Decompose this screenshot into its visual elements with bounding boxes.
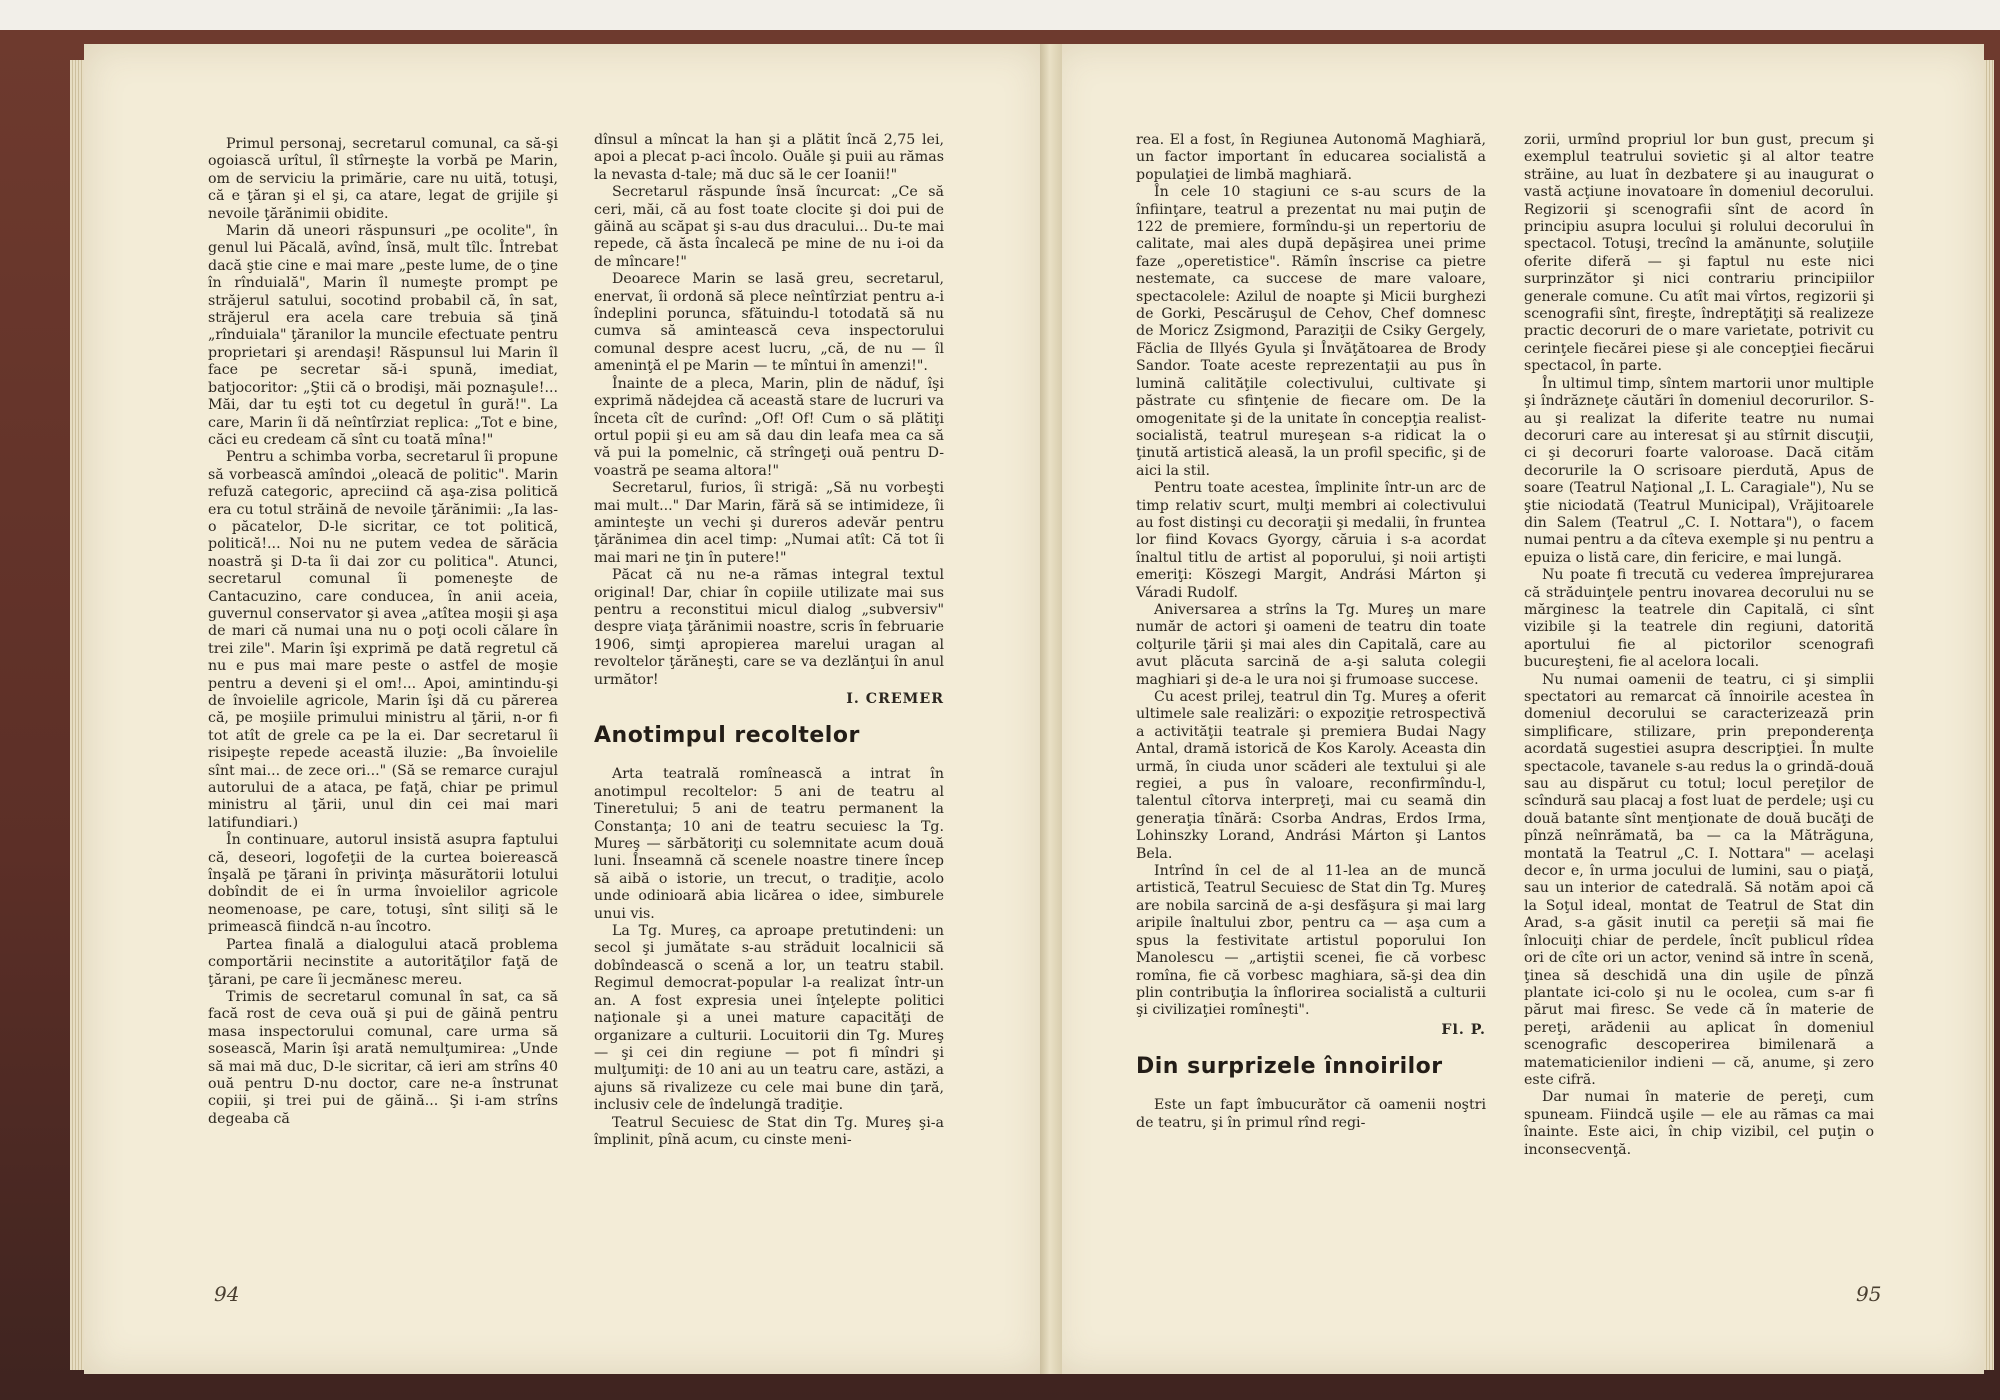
left-page-column-2	[594, 132, 944, 1149]
paragraph: Este un fapt îmbucurător că oamenii noştri de teatru, şi în primul rînd regi-	[1136, 1097, 1486, 1131]
paragraph: Dar numai în materie de pereţi, cum spuneam. Fiindcă uşile — ele au rămas ca mai înainte. Este aici, în chip vizibil, cel puţin o inconsecvenţă.	[1524, 1089, 1874, 1158]
paragraph: Aniversarea a strîns la Tg. Mureş un mare număr de actori şi oameni de teatru din toate colţurile ţării şi mai ales din Capitală, care au avut plăcuta sarcină de a-şi saluta colegii maghiari şi de-a le ura noi şi frumoase succese.	[1136, 601, 1486, 688]
paragraph: Secretarul, furios, îi strigă: „Să nu vorbeşti mai mult..." Dar Marin, fără să se intimideze, îi aminteşte un vechi şi dureros adevăr pentru ţărănimea din acel timp: „Numai atît: Că tot îi mai mari ne ţin în putere!"	[594, 480, 944, 566]
book-spine	[1040, 44, 1062, 1374]
paragraph: dînsul a mîncat la han şi a plătit încă 2,75 lei, apoi a plecat p-aci încolo. Ouăle şi puii au rămas la nevasta d-tale; mă duc să le cer Ioanii!"	[594, 132, 944, 183]
paragraph: În continuare, autorul insistă asupra faptului că, deseori, logofeţii de la curtea boierească înşală pe ţărani în privinţa măsurătorii lotului dobîndit de ei în urma învoielilor agricole neomenoase, pe care, totuşi, sînt siliţi să le primească fiindcă n-au încotro.	[208, 832, 558, 936]
paragraph: În ultimul timp, sîntem martorii unor multiple şi îndrăzneţe căutări în domeniul decorurilor. S-au şi realizat la diferite teatre nu numai decoruri care au interesat şi au stîrnit discuţii, ci şi decoruri foarte valoroase. Dacă cităm decorurile la O scrisoare pierdută, Apus de soare (Teatrul Naţional „I. L. Caragiale"), Nu se ştie niciodată (Teatrul Municipal), Vrăjitoarele din Salem (Teatrul „C. I. Nottara"), o facem numai pentru a da cîteva exemple şi nu pentru a epuiza o listă care, din fericire, e mai lungă.	[1524, 375, 1874, 566]
paragraph: Trimis de secretarul comunal în sat, ca să facă rost de ceva ouă şi pui de găină pentru masa inspectorului comunal, care urma să sosească, Marin îşi arată nemulţumirea: „Unde să mai mă duc, D-le sicritar, că ieri am strîns 40 ouă pentru D-nu doctor, care ne-a înstrunat copiii, şi trei pui de găină... Şi i-am strîns degeaba că	[208, 988, 558, 1127]
paragraph: Primul personaj, secretarul comunal, ca să-şi ogoiască urîtul, îl stîrneşte la vorbă pe Marin, om de serviciu la primărie, care nu uită, totuşi, că e ţăran şi el şi, ca atare, legat de grijile şi nevoile ţărănimii obidite.	[208, 136, 558, 222]
paragraph: Secretarul răspunde însă încurcat: „Ce să ceri, măi, că au fost toate clocite şi doi pui de găină au scăpat şi s-au dus dracului... Du-te mai repede, că ăsta încalecă pe mine de nu i-oi da de mîncare!"	[594, 184, 944, 270]
article-heading: Anotimpul recoltelor	[594, 723, 860, 749]
paragraph: Arta teatrală romînească a intrat în anotimpul recoltelor: 5 ani de teatru al Tineretului; 5 ani de teatru permanent la Constanţa; 10 ani de teatru secuiesc la Tg. Mureş — sărbătoriţi cu solemnitate acum două luni. Înseamnă că scenele noastre tinere încep să aibă o istorie, un trecut, o tradiţie, acolo unde odinioară abia licărea o idee, simburele unui vis.	[594, 766, 944, 922]
author-signature: Fl. P.	[1441, 1021, 1486, 1038]
paragraph: zorii, urmînd propriul lor bun gust, precum şi exemplul teatrului sovietic şi al altor teatre străine, au luat în dezbatere şi au inaugurat o vastă acţiune inovatoare în domeniul decorului. Regizorii şi scenografii sînt de acord în principiu asupra locului şi rolului decorului în spectacol. Totuşi, trecînd la amănunte, soluţiile oferite diferă — şi faptul nu este nici surprinzător şi nici contrariu principiilor generale comune. Cu atît mai vîrtos, regizorii şi scenografii sînt, fireşte, îndreptăţiţi să realizeze practic decoruri de o mare varietate, potrivit cu cerinţele fiecărei piese şi ale concepţiei fiecărui spectacol, în parte.	[1524, 132, 1874, 375]
author-signature: I. CREMER	[846, 691, 944, 707]
page-number: 95	[1856, 1282, 1882, 1306]
background-top	[0, 0, 2000, 34]
right-page-column-1	[1136, 132, 1486, 1132]
article-heading: Din surprizele înnoirilor	[1136, 1054, 1443, 1080]
paragraph: Păcat că nu ne-a rămas integral textul original! Dar, chiar în copiile utilizate mai sus pentru a reconstitui micul dialog „subversiv" despre viaţa ţărănimii noastre, scris în februarie 1906, simţi apropierea marelui uragan al revoltelor ţărăneşti, care se va dezlănţui în anul următor!	[594, 567, 944, 688]
paragraph: Nu poate fi trecută cu vederea împrejurarea că străduinţele pentru inovarea decorului nu se mărginesc la teatrele din Capitală, ci sînt vizibile şi la teatrele din regiuni, datorită aportului fie al pictorilor scenografi bucureşteni, fie al acelora locali.	[1524, 567, 1874, 671]
paragraph: Înainte de a pleca, Marin, plin de năduf, îşi exprimă nădejdea că această stare de lucruri va înceta cît de curînd: „Of! Of! Cum o să plătiţi ortul popii şi eu am să dau din leafa mea ca să vă pui la pomelnic, că strîngeţi ouă pentru D-voastră pe seama altora!"	[594, 375, 944, 479]
paragraph: Intrînd în cel de al 11-lea an de muncă artistică, Teatrul Secuiesc de Stat din Tg. Mureş are nobila sarcină de a-şi desfăşura şi mai larg aripile înaltului zbor, pentru ca — aşa cum a spus la festivitate artistul poporului Ion Manolescu — „artiştii scenei, fie că vorbesc romîna, fie că vorbesc maghiara, să-şi dea din plin contribuţia la înflorirea socialistă a culturii şi civilizaţiei romîneşti".	[1136, 863, 1486, 1019]
page-number: 94	[214, 1282, 240, 1306]
paragraph: Marin dă uneori răspunsuri „pe ocolite", în genul lui Păcală, avînd, însă, mult tîlc. Întrebat dacă ştie cine e mai mare „peste lume, de o ţine în rînduială", Marin îl numeşte prompt pe străjerul satului, socotind probabil că, în sat, străjerul era acela care trebuia să ţină „rînduiala" ţăranilor la muncile efectuate pentru proprietari şi arendaşi! Răspunsul lui Marin îl face pe secretar să-i spună, imediat, batjocoritor: „Ştii că o brodişi, măi poznaşule!... Măi, dar tu eşti tot cu degetul în gură!". La care, Marin îi dă neîntîrziat replica: „Tot e bine, căci eu credeam că sînt cu toată mîna!"	[208, 223, 558, 448]
right-page-column-2	[1524, 132, 1874, 1159]
paragraph: rea. El a fost, în Regiunea Autonomă Maghiară, un factor important în educarea socialistă a populaţiei de limbă maghiară.	[1136, 132, 1486, 183]
paragraph: Pentru toate acestea, împlinite într-un arc de timp relativ scurt, mulţi membri ai colectivului au fost distinşi cu decoraţii şi medalii, în fruntea lor fiind Kovacs Gyorgy, căruia i s-a acordat înaltul titlu de artist al poporului, şi noii artişti emeriţi: Köszegi Margit, Andrási Márton şi Váradi Rudolf.	[1136, 480, 1486, 601]
paragraph: Partea finală a dialogului atacă problema comportării necinstite a autorităţilor faţă de ţărani, pe care îi jecmănesc mereu.	[208, 936, 558, 988]
paragraph: Deoarece Marin se lasă greu, secretarul, enervat, îi ordonă să plece neîntîrziat pentru a-i îndeplini porunca, sfătuindu-l totodată să nu cumva să amintească ceva inspectorului comunal despre acest lucru, „că, de nu — îl ameninţă el pe Marin — te mîntui în amenzi!".	[594, 271, 944, 375]
paragraph: Cu acest prilej, teatrul din Tg. Mureş a oferit ultimele sale realizări: o expoziţie retrospectivă a activităţii teatrale şi premiera Budai Nagy Antal, dramă istorică de Kos Karoly. Aceasta din urmă, în ciuda unor scăderi ale textului şi ale regiei, a pus în valoare, reconfirmîndu-l, talentul cîtorva interpreţi, mai cu seamă din generaţia tînără: Csorba Andras, Erdos Irma, Lohinszky Lorand, Andrási Márton şi Lantos Bela.	[1136, 689, 1486, 862]
paragraph: La Tg. Mureş, ca aproape pretutindeni: un secol şi jumătate s-au străduit localnicii să dobîndească o scenă a lor, un teatru stabil. Regimul democrat-popular l-a realizat într-un an. A fost expresia unei înţelepte politici naţionale şi a unei mature capacităţi de organizare a culturii. Locuitorii din Tg. Mureş — şi cei din regiune — pot fi mîndri şi mulţumiţi: de 10 ani au un teatru care, astăzi, a ajuns să rivalizeze cu cele mai bune din ţară, inclusiv cele de îndelungă tradiţie.	[594, 923, 944, 1114]
paragraph: Pentru a schimba vorba, secretarul îi propune să vorbească amîndoi „oleacă de politic". Marin refuză categoric, apreciind că aşa-zisa politică era cu totul străină de nevoile ţărănimii: „Ia las-o păcatelor, D-le sicritar, ce tot politică, politică!... Noi nu ne putem vedea de sărăcia noastră şi D-ta îi dai zor cu politica". Atunci, secretarul comunal îi pomeneşte de Cantacuzino, care conducea, în anii aceia, guvernul conservator şi avea „atîtea moşii şi aşa de mari că numai una nu o poţi ocoli călare în trei zile". Marin îşi exprimă pe dată regretul că nu e pus mai mare peste o astfel de moşie pentru a deveni şi el om!... Apoi, amintindu-şi de învoielile agricole, Marin îşi dă cu părerea că, pe moşiile primului ministru al ţării, n-or fi tot atît de grele ca pe la ei. Dar secretarul îi risipeşte repede această iluzie: „Ba învoielile sînt mai... de zece ori..." (Să se remarce curajul autorului de a ataca, pe faţă, chiar pe primul ministru al ţării, unul din cei mai mari latifundiari.)	[208, 449, 558, 831]
paragraph: În cele 10 stagiuni ce s-au scurs de la înfiinţare, teatrul a prezentat nu mai puţin de 122 de premiere, formîndu-şi un repertoriu de calitate, mai ales după depăşirea unei prime faze „operetistice". Rămîn înscrise ca pietre nestemate, ca succese de mare valoare, spectacolele: Azilul de noapte şi Micii burghezi de Gorki, Pescăruşul de Cehov, Chef domnesc de Moricz Zsigmond, Paraziţii de Csiky Gergely, Făclia de Illyés Gyula şi Învăţătoarea de Brody Sandor. Toate aceste reprezentaţii au pus în lumină calităţile colectivului, cultivate şi păstrate cu sfinţenie de fiecare om. De la omogenitate şi de la unitate în concepţia realist-socialistă, teatrul mureşean s-a ridicat la o ţinută artistică aleasă, la un profil specific, şi de aici la stil.	[1136, 184, 1486, 479]
paragraph: Teatrul Secuiesc de Stat din Tg. Mureş şi-a împlinit, pînă acum, cu cinste meni-	[594, 1114, 944, 1148]
paragraph: Nu numai oamenii de teatru, ci şi simplii spectatori au remarcat că înnoirile acestea în domeniul decorului se caracterizează prin simplificare, stilizare, prin preponderenţa acordată sugestiei asupra descripţiei. În multe spectacole, tavanele s-au redus la o grindă-două sau au dispărut cu totul; locul pereţilor de scîndură sau placaj a fost luat de perdele; uşi cu două batante sînt menţionate de două bucăţi de pînză neînrămată, ba — ca la Mătrăguna, montată la Teatrul „C. I. Nottara" — acelaşi decor e, în urma jocului de lumini, sau o piaţă, sau un interior de catedrală. Să notăm apoi că la Soţul ideal, montat de Teatrul de Stat din Arad, s-a găsit inutil ca pereţii să mai fie înlocuiţi chiar de perdele, încît publicul rîdea ori de cîte ori un actor, venind să intre în scenă, ţinea să deschidă una din uşile de pînză plantate ici-colo şi nu le ocolea, cum s-ar fi părut mai firesc. Se vede că în materie de pereţi, arădenii au aplicat în domeniul scenografic descoperirea bimilenară a matematicienilor indieni — că, anume, şi zero este cifră.	[1524, 671, 1874, 1088]
left-page-column-1	[208, 136, 558, 1128]
